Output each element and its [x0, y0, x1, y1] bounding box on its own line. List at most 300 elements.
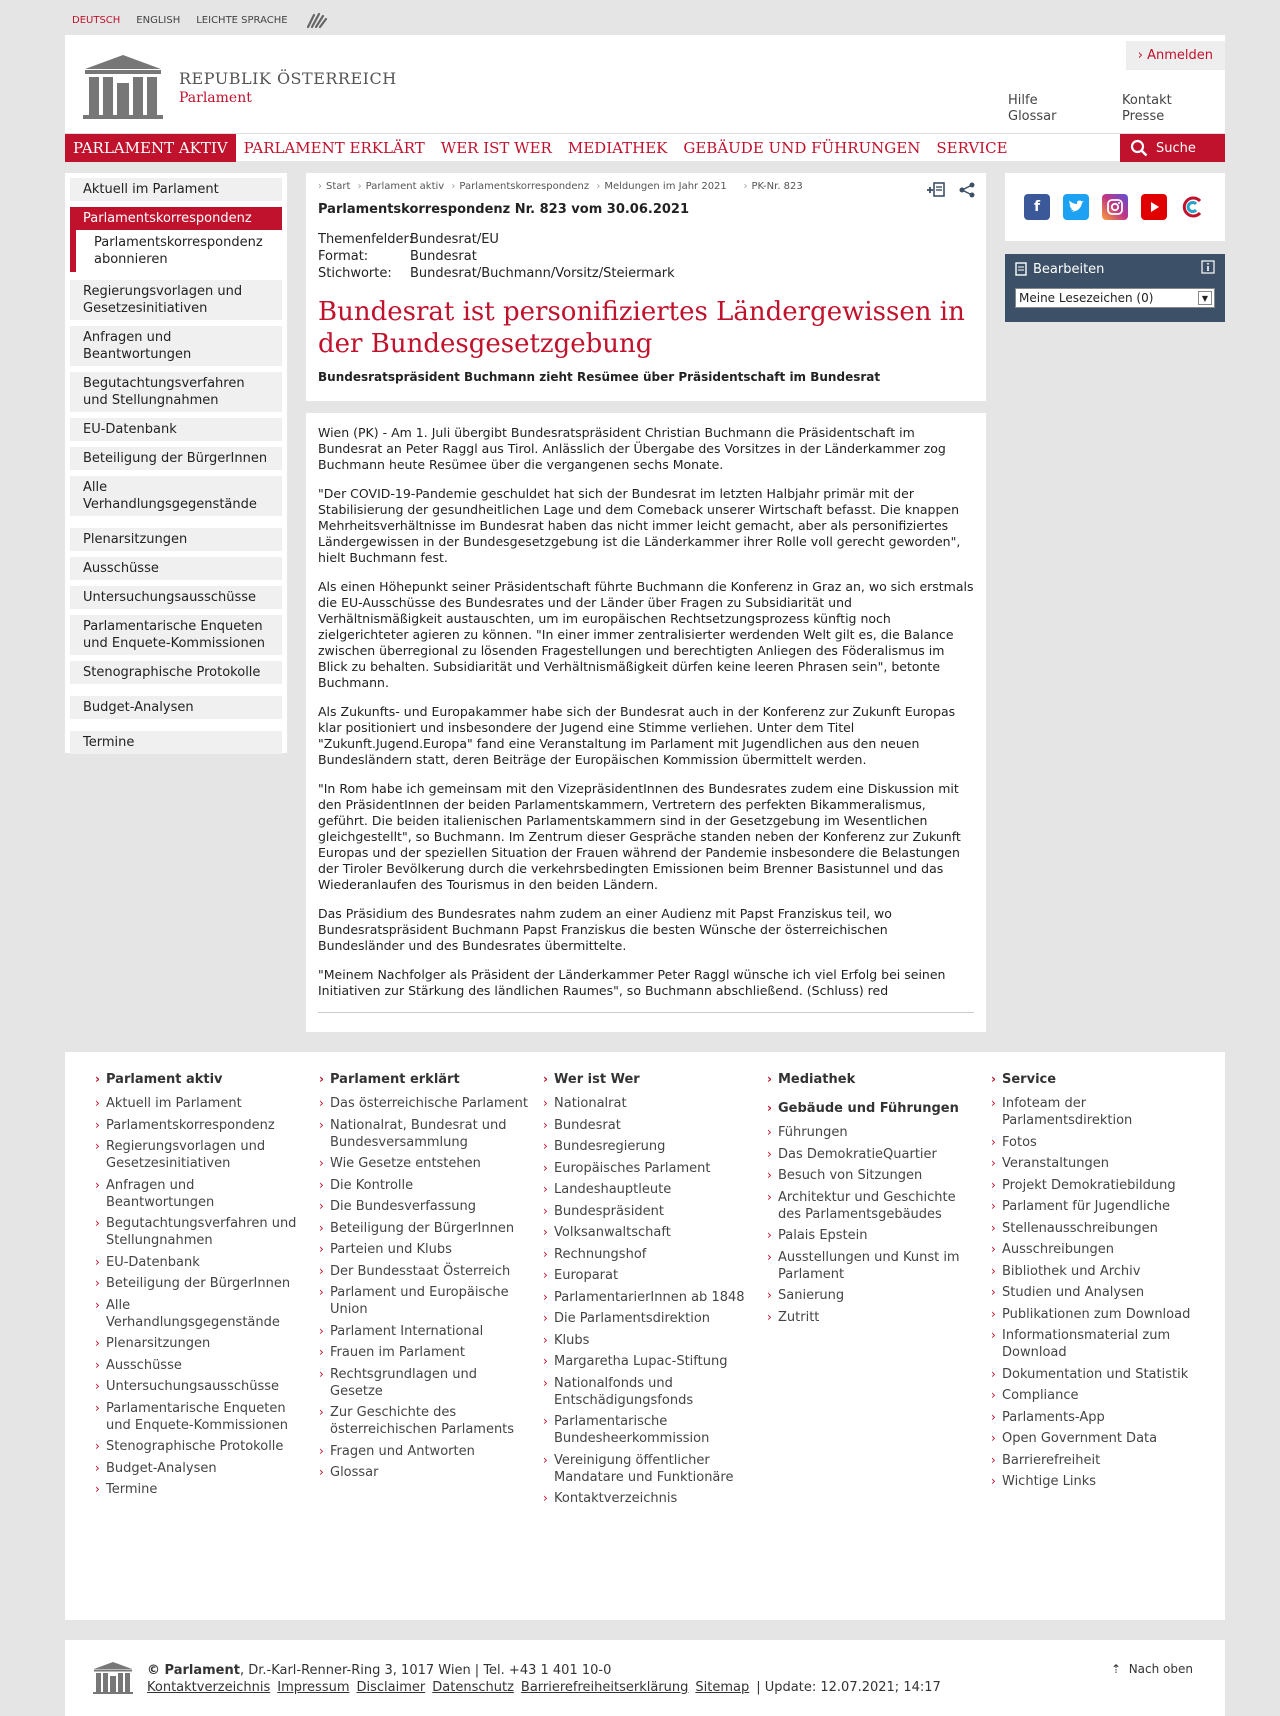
chevron-right-icon: ›	[543, 1182, 548, 1196]
meta-value: Bundesrat/EU	[410, 232, 499, 247]
footer-heading-label: Wer ist Wer	[554, 1072, 640, 1087]
footer-link[interactable]	[767, 1189, 977, 1223]
logo-subtitle: Parlament	[179, 89, 252, 106]
footer-link[interactable]	[543, 1181, 753, 1198]
chevron-right-icon: ›	[95, 1072, 100, 1086]
footer-link-label: Begutachtungsverfahren und Stellungnahmen	[106, 1216, 297, 1248]
podcast-icon[interactable]	[1180, 194, 1206, 220]
footer-link[interactable]	[543, 1160, 753, 1177]
language-bar	[72, 12, 330, 28]
footer-link[interactable]	[991, 1473, 1201, 1490]
chevron-right-icon: ›	[543, 1268, 548, 1282]
footer-link[interactable]	[95, 1177, 305, 1211]
footer-link[interactable]	[319, 1366, 529, 1400]
footer-link[interactable]	[991, 1134, 1201, 1151]
footer-link[interactable]	[319, 1284, 529, 1318]
footer-link-label: Fragen und Antworten	[330, 1443, 475, 1459]
footer-link[interactable]	[767, 1249, 977, 1283]
footer-link-label: Rechtsgrundlagen und Gesetze	[330, 1366, 477, 1399]
sidebar-item-termine[interactable]: Termine	[70, 731, 282, 754]
chevron-right-icon: ›	[319, 1220, 324, 1235]
sidebar-item-anfragen[interactable]: Anfragen und Beantwortungen	[70, 326, 282, 366]
chevron-right-icon: ›	[543, 1139, 548, 1153]
footer-link[interactable]	[991, 1155, 1201, 1172]
article-title: Bundesrat ist personifiziertes Ländergewissen in der Bundesgesetzgebung	[318, 297, 965, 359]
chevron-right-icon: ›	[991, 1156, 996, 1170]
chevron-right-icon: ›	[543, 1311, 548, 1325]
facebook-icon[interactable]: f	[1024, 194, 1050, 220]
footer-heading-label: Parlament erklärt	[330, 1072, 460, 1087]
footer-link[interactable]	[543, 1310, 753, 1327]
chevron-right-icon: ›	[319, 1177, 324, 1192]
footer-heading[interactable]	[991, 1072, 1201, 1087]
footer-link-label: Die Kontrolle	[330, 1177, 414, 1193]
header-links-right	[1122, 93, 1172, 125]
nav-parlament-aktiv[interactable]: PARLAMENT AKTIV	[65, 134, 236, 162]
footer-link-label: Plenarsitzungen	[106, 1336, 211, 1351]
footer-link-label: Regierungsvorlagen und Gesetzesinitiativen	[106, 1139, 266, 1171]
footer-link[interactable]	[991, 1198, 1201, 1215]
nav-parlament-erklaert[interactable]: PARLAMENT ERKLÄRT	[243, 139, 425, 157]
chevron-right-icon: ›	[991, 1431, 996, 1445]
link-datenschutz[interactable]: Datenschutz	[432, 1680, 514, 1695]
back-to-top-label: Nach oben	[1128, 1662, 1193, 1676]
sidebar-item-protokolle[interactable]: Stenographische Protokolle	[70, 661, 282, 684]
chevron-right-icon: ›	[991, 1474, 996, 1488]
footer-link[interactable]	[543, 1224, 753, 1241]
footer-link-label: Parlament und Europäische Union	[330, 1285, 509, 1317]
bookmark-icon	[1015, 262, 1027, 276]
chevron-right-icon: ›	[543, 1246, 548, 1261]
footer-link[interactable]	[319, 1155, 529, 1172]
footer-link[interactable]	[543, 1267, 753, 1284]
footer-link[interactable]	[767, 1167, 977, 1184]
chevron-right-icon: ›	[991, 1306, 996, 1321]
footer-link-label: Studien und Analysen	[1002, 1285, 1145, 1300]
footer-link[interactable]	[319, 1177, 529, 1194]
chevron-right-icon: ›	[543, 1117, 548, 1132]
breadcrumb: › Start › Parlament aktiv › Parlamentskorrespondenz › Meldungen im Jahr 2021 › PK-Nr. 823	[318, 181, 803, 192]
footer-link-label: Landeshauptleute	[554, 1182, 672, 1197]
footer-heading-label: Service	[1002, 1072, 1057, 1087]
chevron-right-icon: ›	[543, 1452, 548, 1467]
meta-value: Bundesrat	[410, 249, 477, 264]
footer-link[interactable]	[543, 1490, 753, 1507]
chevron-right-icon: ›	[319, 1263, 324, 1278]
chevron-right-icon: ›	[991, 1366, 996, 1381]
footer-link[interactable]	[991, 1452, 1201, 1469]
footer-link-label: Barrierefreiheit	[1002, 1452, 1101, 1468]
footer-link[interactable]	[95, 1117, 305, 1134]
footer-link[interactable]	[95, 1275, 305, 1292]
contact-link[interactable]: Kontakt	[1122, 93, 1172, 108]
sidebar-item-beteiligung[interactable]: Beteiligung der BürgerInnen	[70, 447, 282, 470]
footer-link-label: Bundesrat	[554, 1117, 621, 1133]
sidebar-item-budget[interactable]: Budget-Analysen	[70, 696, 282, 719]
chevron-right-icon: ›	[767, 1309, 772, 1324]
footer-link[interactable]	[95, 1481, 305, 1498]
meta-key: Format:	[318, 249, 369, 264]
update-date: | Update: 12.07.2021; 14:17	[756, 1680, 941, 1695]
nav-mediathek[interactable]: MEDIATHEK	[567, 139, 668, 157]
footer-link[interactable]	[95, 1378, 305, 1395]
chevron-down-icon: ▼	[1198, 291, 1212, 305]
chevron-right-icon: ›	[991, 1452, 996, 1467]
footer-link-label: Publikationen zum Download	[1002, 1306, 1191, 1322]
footer-link-label: Europäisches Parlament	[554, 1160, 711, 1176]
footer-link-label: Nationalfonds und Entschädigungsfonds	[554, 1375, 694, 1408]
footer-link[interactable]	[95, 1438, 305, 1455]
breadcrumb-parlamentskorrespondenz[interactable]: Parlamentskorrespondenz	[459, 181, 590, 192]
footer-link[interactable]	[319, 1241, 529, 1258]
footer-link-label: Zutritt	[778, 1309, 820, 1325]
footer-link[interactable]	[991, 1430, 1201, 1447]
chevron-right-icon: ›	[767, 1228, 772, 1242]
footer-link[interactable]	[991, 1095, 1201, 1129]
footer-link-label: Infoteam der Parlamentsdirektion	[1002, 1096, 1133, 1128]
chevron-right-icon: ›	[543, 1332, 548, 1347]
footer-heading-label: Gebäude und Führungen	[778, 1101, 959, 1116]
search-icon	[1130, 139, 1148, 157]
nav-wer-ist-wer[interactable]: WER IST WER	[440, 139, 552, 157]
chevron-right-icon: ›	[319, 1072, 324, 1086]
chevron-right-icon: ›	[95, 1177, 100, 1192]
footer-column	[991, 1072, 1215, 1620]
sidebar-item-verhandlungsgegenstaende[interactable]: Alle Verhandlungsgegenstände	[70, 476, 282, 516]
chevron-right-icon: ›	[95, 1297, 100, 1312]
chevron-right-icon: ›	[95, 1216, 100, 1230]
login-button[interactable]	[1126, 41, 1225, 70]
footer-link-label: Compliance	[1002, 1388, 1079, 1403]
footer-link-label: Das DemokratieQuartier	[778, 1146, 937, 1162]
footer-heading[interactable]	[767, 1101, 977, 1116]
footer-link[interactable]	[319, 1220, 529, 1237]
lang-leichte-sprache[interactable]: LEICHTE SPRACHE	[196, 14, 288, 26]
footer-link[interactable]	[543, 1289, 753, 1306]
twitter-icon[interactable]	[1063, 194, 1089, 220]
footer-link[interactable]	[767, 1146, 977, 1163]
site-header	[65, 35, 1225, 133]
chevron-right-icon: ›	[991, 1409, 996, 1424]
article-body	[306, 413, 986, 1032]
link-barrierefreiheit[interactable]: Barrierefreiheitserklärung	[520, 1680, 689, 1695]
footer-column	[543, 1072, 767, 1620]
help-link[interactable]: Hilfe	[1008, 93, 1038, 108]
footer-link[interactable]	[95, 1460, 305, 1477]
footer-link-label: Ausschüsse	[106, 1357, 182, 1373]
chevron-right-icon: ›	[991, 1177, 996, 1192]
sidebar-item-ausschuesse[interactable]: Ausschüsse	[70, 557, 282, 580]
chevron-right-icon: ›	[319, 1285, 324, 1299]
footer-link[interactable]	[991, 1387, 1201, 1404]
footer-link-label: Wie Gesetze entstehen	[330, 1156, 481, 1171]
chevron-right-icon: ›	[767, 1125, 772, 1139]
footer-link-label: Termine	[106, 1482, 158, 1497]
footer-link[interactable]	[543, 1095, 753, 1112]
footer-link[interactable]	[991, 1306, 1201, 1323]
footer-link-label: Die Parlamentsdirektion	[554, 1311, 711, 1326]
footer-link[interactable]	[95, 1357, 305, 1374]
footer-link[interactable]	[543, 1353, 753, 1370]
article-paragraph: "Der COVID-19-Pandemie geschuldet hat sich der Bundesrat im letzten Halbjahr primär mit der Stabilisierung der gesundheitlichen Lage und dem Comeback unserer Wirtschaft befasst. Die knappen Mehrheitsverhältnisse im Bundesrat haben das nicht immer leicht gemacht, aber als personifiziertes Ländergewissen in der Bundesgesetzgebung ist die Länderkammer ihrer Rolle voll gerecht geworden", hielt Buchmann fest.	[318, 486, 961, 565]
footer-link-label: Parlament International	[330, 1323, 484, 1339]
sidebar-item-eu-datenbank[interactable]: EU-Datenbank	[70, 418, 282, 441]
footer-link[interactable]	[543, 1117, 753, 1134]
footer-link-label: Führungen	[778, 1125, 848, 1140]
footer-link-label: Ausstellungen und Kunst im Parlament	[778, 1249, 960, 1282]
footer-link[interactable]	[991, 1366, 1201, 1383]
footer-link[interactable]	[319, 1198, 529, 1215]
chevron-right-icon: ›	[95, 1139, 100, 1153]
footer-link-label: Besuch von Sitzungen	[778, 1168, 923, 1183]
footer-link[interactable]	[543, 1375, 753, 1409]
footer-link-label: Glossar	[330, 1465, 379, 1480]
sidebar-item-aktuell[interactable]: Aktuell im Parlament	[70, 178, 282, 201]
youtube-icon[interactable]	[1141, 194, 1167, 220]
footer-heading[interactable]	[319, 1072, 529, 1087]
article-paragraph: Das Präsidium des Bundesrates nahm zudem an einer Audienz mit Papst Franziskus teil, wo Bundesratspräsident Buchmann Papst Franziskus die besten Wünsche der österreichischen Bundesländer und des Bundesrates übermittelte.	[318, 906, 892, 953]
footer-link[interactable]	[767, 1227, 977, 1244]
footer-column	[767, 1072, 991, 1620]
footer-link[interactable]	[543, 1413, 753, 1447]
back-to-top-button[interactable]	[1111, 1662, 1193, 1676]
footer-link-label: Projekt Demokratiebildung	[1002, 1177, 1176, 1193]
nav-service[interactable]: SERVICE	[936, 139, 1008, 157]
footer-link[interactable]	[543, 1452, 753, 1486]
footer-link[interactable]	[767, 1287, 977, 1304]
footer-link[interactable]	[319, 1095, 529, 1112]
article-paragraph: Als einen Höhepunkt seiner Präsidentschaft führte Buchmann die Konferenz in Graz an, wo sich erstmals die EU-Ausschüsse des Bundesrates und der Länder über Fragen zu Subsidiarität und Verhältnismäßigkeit austauschten, um im europäischen Rechtsetzungsprozess künftig noch zielgerichteter agieren zu können. "In einer immer zentralisierter werdenden Welt gilt es, die Balance zwischen überregional zu lösenden Fragestellungen und berechtigten Anliegen des Föderalismus im Blick zu behalten. Subsidiarität und Verhältnismäßigkeit dürfen keine leeren Phrasen sein", betonte Buchmann.	[318, 579, 974, 690]
footer-heading[interactable]	[543, 1072, 753, 1087]
chevron-right-icon: ›	[95, 1336, 100, 1350]
bookmarks-select-value: Meine Lesezeichen (0)	[1019, 291, 1154, 305]
chevron-right-icon: ›	[991, 1072, 996, 1086]
footer-link[interactable]	[95, 1335, 305, 1352]
footer-column	[95, 1072, 319, 1620]
chevron-right-icon: ›	[319, 1199, 324, 1213]
chevron-right-icon: ›	[95, 1117, 100, 1132]
info-icon[interactable]	[1201, 260, 1215, 278]
chevron-right-icon: ›	[991, 1199, 996, 1213]
sidebar-nav	[65, 173, 287, 753]
footer-link-label: Margaretha Lupac-Stiftung	[554, 1354, 728, 1369]
footer-link-label: Parlamentarische Enqueten und Enquete-Kommissionen	[106, 1400, 288, 1433]
footer-link[interactable]	[95, 1400, 305, 1434]
footer-link-label: Ausschreibungen	[1002, 1242, 1114, 1257]
footer-link-label: Parlament für Jugendliche	[1002, 1199, 1170, 1214]
article-paragraph: Als Zukunfts- und Europakammer habe sich der Bundesrat auch in der Konferenz zur Zukunft Europas klar positioniert und insbesondere der Jugend eine Stimme verliehen. Unter dem Titel "Zukunft.Jugend.Europa" fand eine Veranstaltung im Parlament mit Jugendlichen aus den neuen Bundesländern statt, deren Beiträge der Europäischen Kommission übermittelt werden.	[318, 704, 956, 767]
footer-heading[interactable]	[95, 1072, 305, 1087]
parliament-logo-icon	[79, 55, 167, 119]
footer-link[interactable]	[543, 1203, 753, 1220]
footer-link-label: Architektur und Geschichte des Parlamentsgebäudes	[778, 1189, 956, 1222]
share-icon[interactable]	[958, 181, 976, 199]
article-paragraph: "In Rom habe ich gemeinsam mit den VizepräsidentInnen des Bundesrates zudem eine Diskussion mit den PräsidentInnen der beiden Parlamentskammern, Vertretern des perfekten Bikammeralismus, geführt. Die beiden italienischen Parlamentskammern sind in der Gesetzgebung im Wesentlichen gleichgestellt", so Buchmann. Im Zentrum dieser Gespräche standen neben der Konferenz zur Zukunft Europas und der speziellen Situation der Frauen während der Pandemie insbesondere die Belastungen der Tiroler Bevölkerung durch die verkehrsbedingten Emissionen beim Brenner Basistunnel und das Wiederanlaufen des Tourismus in den beiden Ländern.	[318, 781, 961, 892]
chevron-right-icon: ›	[543, 1491, 548, 1505]
chevron-right-icon: ›	[319, 1156, 324, 1170]
footer-link[interactable]	[319, 1404, 529, 1438]
footer-link[interactable]	[319, 1464, 529, 1481]
footer-link[interactable]	[543, 1246, 753, 1263]
footer-link-label: Dokumentation und Statistik	[1002, 1366, 1189, 1382]
chevron-right-icon: ›	[767, 1189, 772, 1204]
link-impressum[interactable]: Impressum	[277, 1680, 350, 1695]
footer-link-label: Das österreichische Parlament	[330, 1096, 528, 1111]
footer-link[interactable]	[991, 1263, 1201, 1280]
footer-link-label: Nationalrat, Bundesrat und Bundesversammlung	[330, 1117, 507, 1150]
glossary-link[interactable]: Glossar	[1008, 109, 1057, 124]
bottom-bar	[65, 1640, 1225, 1716]
footer-link-label: Vereinigung öffentlicher Mandatare und Funktionäre	[554, 1452, 734, 1485]
footer-column	[319, 1072, 543, 1620]
footer-link[interactable]	[319, 1443, 529, 1460]
footer-link-label: Volksanwaltschaft	[554, 1225, 671, 1240]
chevron-right-icon: ›	[319, 1443, 324, 1458]
footer-link[interactable]	[95, 1297, 305, 1331]
chevron-right-icon: ›	[991, 1242, 996, 1256]
sign-language-icon[interactable]	[304, 11, 330, 29]
footer-link[interactable]	[95, 1095, 305, 1112]
footer-link-label: Die Bundesverfassung	[330, 1199, 477, 1214]
breadcrumb-start[interactable]: Start	[326, 181, 351, 192]
chevron-right-icon: ›	[319, 1323, 324, 1338]
footer-link[interactable]	[991, 1177, 1201, 1194]
chevron-right-icon: ›	[319, 1405, 324, 1419]
footer-link-label: Anfragen und Beantwortungen	[106, 1177, 215, 1210]
add-bookmark-icon[interactable]	[926, 181, 946, 199]
breadcrumb-meldungen[interactable]: Meldungen im Jahr 2021	[604, 181, 727, 192]
sidebar-item-untersuchungsausschuesse[interactable]: Untersuchungsausschüsse	[70, 586, 282, 609]
footer-link-label: Aktuell im Parlament	[106, 1096, 242, 1111]
copyright	[147, 1662, 941, 1696]
breadcrumb-parlament-aktiv[interactable]: Parlament aktiv	[365, 181, 445, 192]
footer-link-label: Fotos	[1002, 1134, 1037, 1150]
social-links	[1005, 173, 1225, 241]
chevron-right-icon: ›	[95, 1482, 100, 1496]
chevron-right-icon: ›	[95, 1379, 100, 1393]
footer-link[interactable]	[991, 1284, 1201, 1301]
footer-heading-label: Parlament aktiv	[106, 1072, 223, 1087]
sidebar-item-enqueten[interactable]: Parlamentarische Enqueten und Enquete-Kommissionen	[70, 615, 282, 655]
chevron-right-icon: ›	[1137, 48, 1148, 63]
chevron-right-icon: ›	[543, 1414, 548, 1428]
sidebar-item-parlamentskorrespondenz[interactable]: Parlamentskorrespondenz	[70, 207, 282, 230]
article-divider	[318, 1012, 974, 1013]
pk-number-title: Parlamentskorrespondenz Nr. 823 vom 30.06.2021	[318, 202, 690, 217]
footer-link[interactable]	[95, 1215, 305, 1249]
footer-link-label: Beteiligung der BürgerInnen	[330, 1220, 515, 1236]
search-label: Suche	[1156, 140, 1196, 156]
footer-link[interactable]	[991, 1241, 1201, 1258]
sidebar-item-plenarsitzungen[interactable]: Plenarsitzungen	[70, 528, 282, 551]
footer-link-label: Budget-Analysen	[106, 1460, 217, 1476]
footer-link-label: Klubs	[554, 1332, 590, 1348]
copyright-owner: © Parlament	[147, 1663, 240, 1678]
footer-link-label: Kontaktverzeichnis	[554, 1491, 678, 1506]
chevron-right-icon: ›	[767, 1072, 772, 1086]
article-header	[306, 173, 986, 401]
chevron-right-icon: ›	[767, 1288, 772, 1302]
instagram-icon[interactable]	[1102, 194, 1128, 220]
lang-english[interactable]: ENGLISH	[136, 14, 181, 26]
footer-link[interactable]	[543, 1138, 753, 1155]
footer-link-label: Bundespräsident	[554, 1203, 664, 1219]
site-logo[interactable]	[79, 55, 397, 119]
login-label: Anmelden	[1147, 48, 1213, 63]
footer-link[interactable]	[767, 1124, 977, 1141]
article-paragraph: Wien (PK) - Am 1. Juli übergibt Bundesratspräsident Christian Buchmann die Präsidentschaft im Bundesrat an Peter Raggl aus Tirol. Anlässlich der Übergabe des Vorsitzes in der Länderkammer zog Buchmann heute Resümee über die vergangenen sechs Monate.	[318, 425, 946, 472]
nav-gebaeude-fuehrungen[interactable]: GEBÄUDE UND FÜHRUNGEN	[683, 139, 921, 157]
parliament-logo-icon	[91, 1662, 135, 1694]
bookmarks-select[interactable]	[1015, 288, 1215, 308]
footer-link-label: Informationsmaterial zum Download	[1002, 1328, 1171, 1360]
press-link[interactable]: Presse	[1122, 109, 1165, 124]
footer-link-label: Bibliothek und Archiv	[1002, 1263, 1141, 1279]
chevron-right-icon: ›	[319, 1242, 324, 1256]
footer-heading[interactable]	[767, 1072, 977, 1087]
footer-link[interactable]	[95, 1254, 305, 1271]
chevron-right-icon: ›	[543, 1203, 548, 1218]
main-nav	[65, 133, 1225, 161]
chevron-right-icon: ›	[991, 1096, 996, 1110]
chevron-right-icon: ›	[95, 1460, 100, 1475]
footer-link-label: Alle Verhandlungsgegenstände	[106, 1297, 280, 1330]
footer-link[interactable]	[991, 1409, 1201, 1426]
chevron-right-icon: ›	[95, 1400, 100, 1415]
footer-link-label: Sanierung	[778, 1288, 845, 1303]
footer-link-label: Parlamentarische Bundesheerkommission	[554, 1414, 710, 1446]
edit-title: Bearbeiten	[1033, 261, 1105, 277]
footer-link[interactable]	[95, 1138, 305, 1172]
footer-link[interactable]	[319, 1344, 529, 1361]
logo-title: REPUBLIK ÖSTERREICH	[179, 68, 397, 88]
footer-link[interactable]	[319, 1263, 529, 1280]
footer-link-label: Bundesregierung	[554, 1139, 666, 1154]
footer-link[interactable]	[991, 1220, 1201, 1237]
chevron-right-icon: ›	[991, 1134, 996, 1149]
link-sitemap[interactable]: Sitemap	[695, 1680, 750, 1695]
chevron-right-icon: ›	[319, 1465, 324, 1479]
chevron-right-icon: ›	[95, 1096, 100, 1110]
footer-link[interactable]	[991, 1327, 1201, 1361]
footer-link[interactable]	[319, 1323, 529, 1340]
footer-link-label: Wichtige Links	[1002, 1474, 1097, 1489]
chevron-right-icon: ›	[319, 1366, 324, 1381]
footer-link[interactable]	[319, 1117, 529, 1151]
sidebar-item-abonnieren[interactable]: Parlamentskorrespondenz abonnieren	[70, 230, 282, 272]
footer-link-label: Nationalrat	[554, 1096, 627, 1111]
link-kontaktverzeichnis[interactable]: Kontaktverzeichnis	[147, 1680, 271, 1695]
link-disclaimer[interactable]: Disclaimer	[356, 1680, 426, 1695]
search-button[interactable]	[1120, 134, 1225, 162]
footer-link-label: EU-Datenbank	[106, 1254, 200, 1270]
chevron-right-icon: ›	[319, 1096, 324, 1110]
footer-link[interactable]	[543, 1332, 753, 1349]
chevron-right-icon: ›	[543, 1072, 548, 1086]
chevron-right-icon: ›	[543, 1225, 548, 1239]
footer-link-label: Parteien und Klubs	[330, 1242, 452, 1257]
footer-link-label: Zur Geschichte des österreichischen Parlaments	[330, 1405, 515, 1437]
sidebar-item-begutachtung[interactable]: Begutachtungsverfahren und Stellungnahmen	[70, 372, 282, 412]
lang-deutsch[interactable]: DEUTSCH	[72, 14, 121, 26]
copyright-address: , Dr.-Karl-Renner-Ring 3, 1017 Wien | Tel. +43 1 401 10-0	[239, 1663, 612, 1678]
footer-link-label: ParlamentarierInnen ab 1848	[554, 1289, 745, 1305]
sidebar-item-regierungsvorlagen[interactable]: Regierungsvorlagen und Gesetzesinitiativen	[70, 280, 282, 320]
header-links-left	[1008, 93, 1057, 125]
footer-link-label: Rechnungshof	[554, 1246, 647, 1262]
footer-sitemap	[65, 1052, 1225, 1620]
footer-link[interactable]	[767, 1309, 977, 1326]
